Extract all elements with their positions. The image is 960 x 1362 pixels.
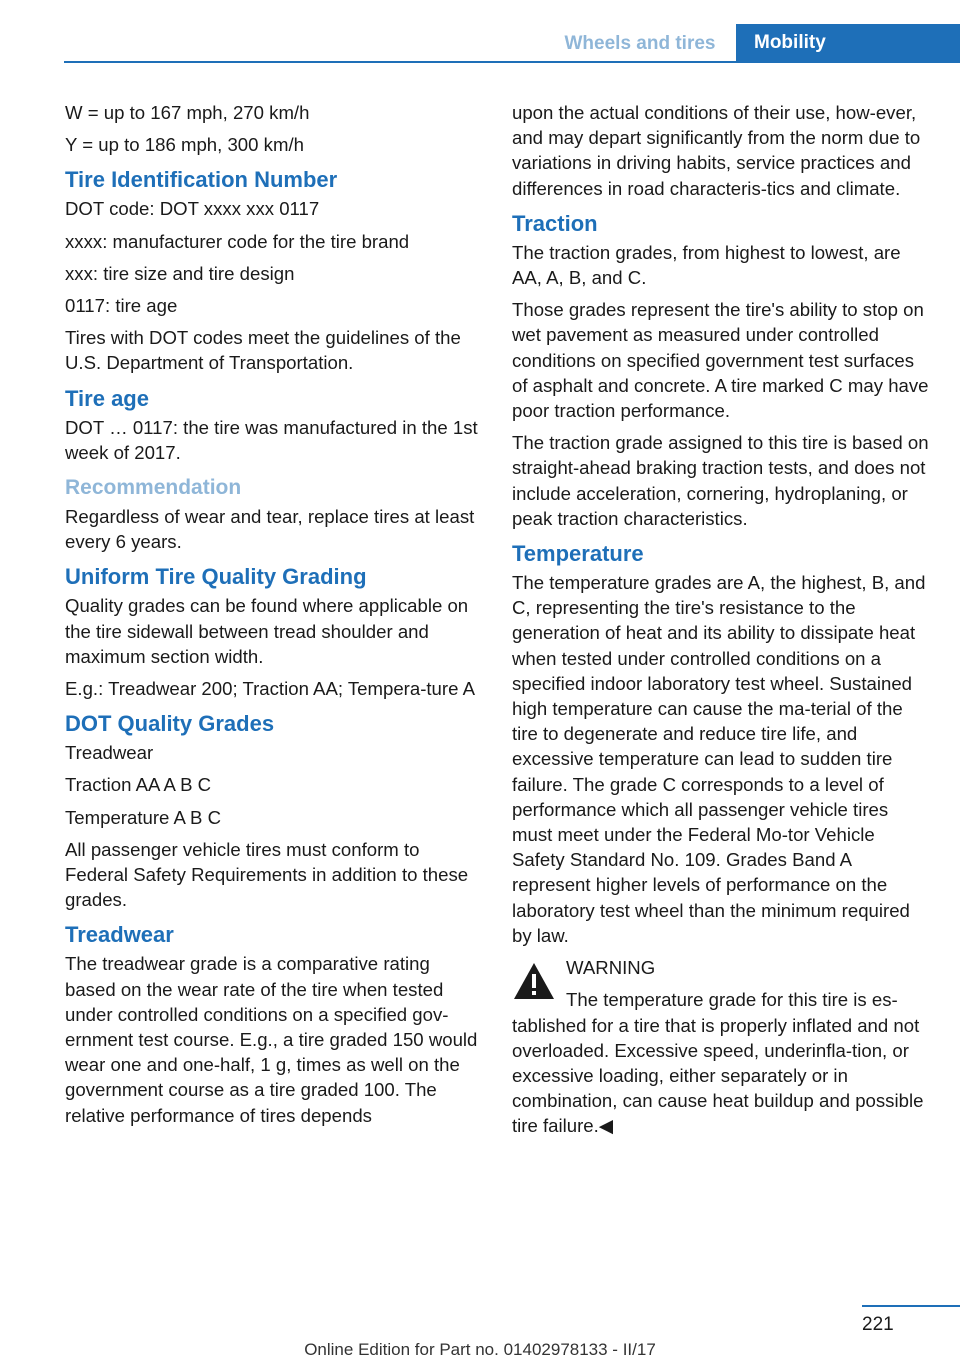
recommendation-text: Regardless of wear and tear, replace tires at least every 6 years. [65,506,475,553]
heading-tire-age: Tire age [65,385,149,411]
page-header [0,0,960,64]
temperature-text: The temperature grades are A, the highest, B, and C, representing the tire's resistance to the generation of heat and its ability to dissipate heat when tested under controlled conditions on a specified indoor laboratory test wheel. Sustained high temperature can cause the ma‐terial of the tire to degenerate and reduce tire life, and excessive temperature can lead to sudden tire failure. The grade C corresponds to a level of performance which all passenger vehicle tires must meet under the Federal Mo‐tor Vehicle Safety Standard No. 109. Grades Band A represent higher levels of performance on the laboratory test wheel than the minimum required by law. [512,572,926,946]
footer-divider [862,1305,960,1307]
heading-recommendation: Recommendation [65,476,242,500]
utqg-text: Quality grades can be found where applicable on the tire sidewall between tread shoulder and maximum section width. [65,595,469,667]
heading-dot-quality-grades: DOT Quality Grades [65,711,275,737]
treadwear-continuation: upon the actual conditions of their use, how‐ever, and may depart significantly from the norm due to variations in driving habits, service practices and differences in road characteris‐tics and climate. [512,102,921,199]
footer-edition: Online Edition for Part no. 01402978133 - II/17 [304,1340,656,1359]
dot-grade-treadwear: Treadwear [65,742,154,764]
warning-block [512,955,930,1138]
heading-tire-identification-number: Tire Identification Number [65,167,338,193]
heading-traction: Traction [512,210,598,236]
treadwear-text: The treadwear grade is a comparative rating based on the wear rate of the tire when tested under controlled conditions on a specified gov‐ernment test course. E.g., a tire graded 150 would wear one and one-half, 1 g, times as well on the government course as a tire graded 100. The relative performance of tires depends [65,953,478,1126]
tin-manufacturer-code: xxxx: manufacturer code for the tire brand [65,230,410,252]
dot-grade-temperature: Temperature A B C [65,806,222,828]
traction-grades-text: The traction grades, from highest to lowest, are AA, A, B, and C. [512,241,901,289]
traction-test-text: The traction grade assigned to this tire is based on straight-ahead braking traction tests, and does not include acceleration, cornering, hydroplaning, or peak traction characteristics. [512,432,929,529]
tin-dot-guidelines: Tires with DOT codes meet the guidelines of the U.S. Department of Transportation. [65,327,461,374]
dot-grade-traction: Traction AA A B C [65,774,212,796]
tin-dot-code: DOT code: DOT xxxx xxx 0117 [65,198,320,220]
tin-size-design: xxx: tire size and tire design [65,262,295,284]
warning-title: WARNING [566,957,656,979]
heading-uniform-tire-quality-grading: Uniform Tire Quality Grading [65,564,367,590]
right-column [512,100,930,1146]
dot-grades-text: All passenger vehicle tires must conform to Federal Safety Requirements in addition to these grades. [65,838,469,911]
traction-ability-text: Those grades represent the tire's ability to stop on wet pavement as measured under controlled conditions on specified government test surfaces of asphalt and concrete. A tire marked C may have poor traction performance. [512,299,929,422]
left-column [65,100,483,1135]
heading-treadwear: Treadwear [65,922,174,948]
tin-tire-age: 0117: tire age [65,295,178,317]
header-chapter-tab: Mobility [736,24,960,62]
header-section-tab: Wheels and tires [564,33,716,54]
warning-triangle-icon [512,961,556,1001]
page-number: 221 [862,1314,894,1335]
speed-rating-w: W = up to 167 mph, 270 km/h [65,102,310,123]
speed-rating-y: Y = up to 186 mph, 300 km/h [65,134,304,156]
heading-temperature: Temperature [512,541,644,567]
utqg-example: E.g.: Treadwear 200; Traction AA; Tempera‐ture A [65,678,475,700]
tire-age-text: DOT … 0117: the tire was manufactured in the 1st week of 2017. [65,416,478,463]
header-divider [64,61,960,63]
warning-text: The temperature grade for this tire is es‐tablished for a tire that is properly inflated and not overloaded. Excessive speed, underinfla‐tion, or excessive loading, either separately or in combination, can cause heat buildup and possible tire failure.◀ [512,989,924,1137]
